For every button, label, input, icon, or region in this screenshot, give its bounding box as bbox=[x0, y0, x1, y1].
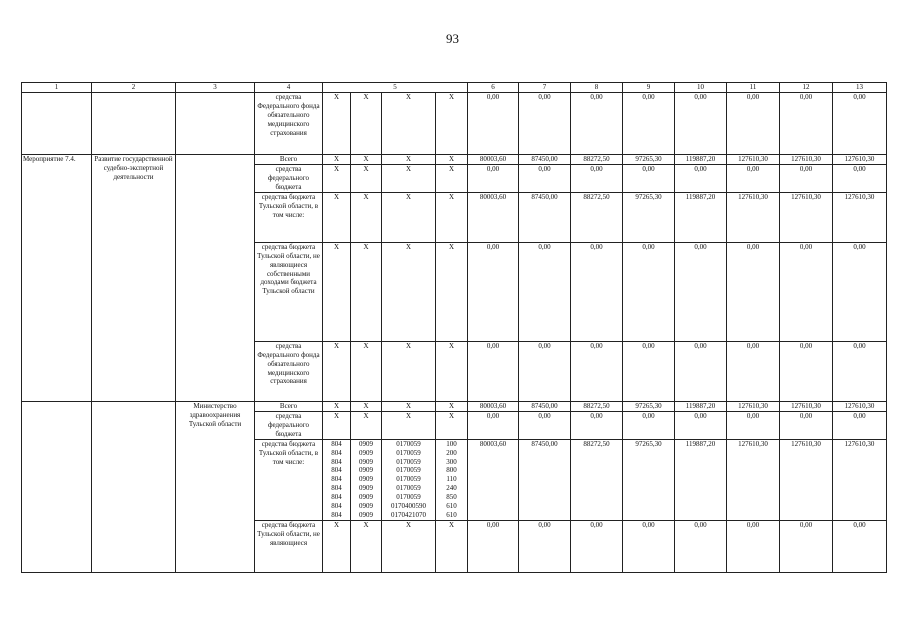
x-cell: X bbox=[436, 92, 468, 154]
value-cell: 80003,60 bbox=[468, 154, 519, 164]
value-cell: 127610,30 bbox=[780, 192, 833, 242]
header-cell: 11 bbox=[727, 83, 780, 93]
x-cell: X bbox=[323, 154, 351, 164]
table-row bbox=[22, 401, 905, 411]
x-cell: X bbox=[351, 341, 382, 401]
value-cell: 127610,30 bbox=[833, 192, 887, 242]
value-cell: 97265,30 bbox=[623, 192, 675, 242]
x-cell: X bbox=[323, 520, 351, 572]
x-cell: X bbox=[382, 154, 436, 164]
value-cell: 0,00 bbox=[675, 341, 727, 401]
value-cell: 127610,30 bbox=[727, 439, 780, 520]
x-cell: X bbox=[382, 520, 436, 572]
value-cell: 0,00 bbox=[571, 92, 623, 154]
source-cell: средства бюджета Тульской области, не являющиеся собственными доходами бюджета Тульской области bbox=[255, 242, 323, 341]
source-cell: средства бюджета Тульской области, не являющиеся bbox=[255, 520, 323, 572]
value-cell: 0,00 bbox=[468, 520, 519, 572]
budget-table bbox=[21, 82, 905, 573]
empty-cell bbox=[92, 401, 176, 572]
value-cell: 0,00 bbox=[833, 164, 887, 192]
header-cell: 2 bbox=[92, 83, 176, 93]
value-cell: 80003,60 bbox=[468, 439, 519, 520]
value-cell: 127610,30 bbox=[780, 439, 833, 520]
page-number: 93 bbox=[446, 31, 459, 46]
value-cell: 0,00 bbox=[468, 411, 519, 439]
value-cell: 97265,30 bbox=[623, 439, 675, 520]
value-cell: 0,00 bbox=[623, 92, 675, 154]
value-cell: 127610,30 bbox=[727, 192, 780, 242]
source-cell: средства федерального бюджета bbox=[255, 164, 323, 192]
header-row bbox=[22, 83, 905, 93]
source-cell: средства бюджета Тульской области, в том числе: bbox=[255, 439, 323, 520]
value-cell: 80003,60 bbox=[468, 192, 519, 242]
executor-cell: Министерство здравоохранения Тульской области bbox=[176, 401, 255, 572]
header-cell: 6 bbox=[468, 83, 519, 93]
value-cell: 0,00 bbox=[571, 520, 623, 572]
x-cell: X bbox=[323, 92, 351, 154]
x-cell: X bbox=[351, 401, 382, 411]
value-cell: 87450,00 bbox=[519, 401, 571, 411]
x-cell: X bbox=[351, 411, 382, 439]
grbs-codes: 804 804 804 804 804 804 804 804 804 bbox=[323, 439, 351, 520]
header-cell: 3 bbox=[176, 83, 255, 93]
value-cell: 97265,30 bbox=[623, 154, 675, 164]
target-article-codes: 0170059 0170059 0170059 0170059 0170059 0170059 0170059 0170400590 0170421070 bbox=[382, 439, 436, 520]
x-cell: X bbox=[436, 411, 468, 439]
x-cell: X bbox=[351, 164, 382, 192]
expense-type-codes: 100 200 300 800 110 240 850 610 610 bbox=[436, 439, 468, 520]
value-cell: 0,00 bbox=[727, 164, 780, 192]
value-cell: 0,00 bbox=[833, 411, 887, 439]
value-cell: 119887,20 bbox=[675, 401, 727, 411]
x-cell: X bbox=[323, 164, 351, 192]
value-cell: 119887,20 bbox=[675, 192, 727, 242]
x-cell: X bbox=[323, 341, 351, 401]
header-cell: 9 bbox=[623, 83, 675, 93]
empty-cell bbox=[22, 401, 92, 572]
value-cell: 0,00 bbox=[571, 242, 623, 341]
value-cell: 0,00 bbox=[519, 341, 571, 401]
x-cell: X bbox=[436, 242, 468, 341]
value-cell: 0,00 bbox=[468, 341, 519, 401]
value-cell: 88272,50 bbox=[571, 439, 623, 520]
empty-cell bbox=[92, 92, 176, 154]
section-codes: 0909 0909 0909 0909 0909 0909 0909 0909 0909 bbox=[351, 439, 382, 520]
value-cell: 0,00 bbox=[571, 164, 623, 192]
x-cell: X bbox=[323, 411, 351, 439]
value-cell: 0,00 bbox=[675, 92, 727, 154]
value-cell: 127610,30 bbox=[727, 401, 780, 411]
value-cell: 0,00 bbox=[833, 242, 887, 341]
value-cell: 0,00 bbox=[468, 92, 519, 154]
value-cell: 0,00 bbox=[833, 92, 887, 154]
header-cell: 7 bbox=[519, 83, 571, 93]
value-cell: 127610,30 bbox=[780, 154, 833, 164]
value-cell: 87450,00 bbox=[519, 439, 571, 520]
value-cell: 0,00 bbox=[780, 520, 833, 572]
x-cell: X bbox=[382, 411, 436, 439]
value-cell: 0,00 bbox=[623, 520, 675, 572]
value-cell: 127610,30 bbox=[833, 401, 887, 411]
value-cell: 0,00 bbox=[623, 341, 675, 401]
x-cell: X bbox=[436, 520, 468, 572]
x-cell: X bbox=[382, 401, 436, 411]
value-cell: 127610,30 bbox=[833, 439, 887, 520]
measure-title: Развитие государственной судебно-экспертной деятельности bbox=[92, 154, 176, 401]
value-cell: 80003,60 bbox=[468, 401, 519, 411]
x-cell: X bbox=[351, 92, 382, 154]
value-cell: 0,00 bbox=[727, 92, 780, 154]
source-cell: Всего bbox=[255, 154, 323, 164]
x-cell: X bbox=[382, 242, 436, 341]
x-cell: X bbox=[436, 341, 468, 401]
header-cell: 12 bbox=[780, 83, 833, 93]
value-cell: 0,00 bbox=[727, 341, 780, 401]
value-cell: 0,00 bbox=[780, 411, 833, 439]
value-cell: 88272,50 bbox=[571, 192, 623, 242]
x-cell: X bbox=[436, 164, 468, 192]
value-cell: 0,00 bbox=[675, 411, 727, 439]
value-cell: 0,00 bbox=[468, 242, 519, 341]
value-cell: 119887,20 bbox=[675, 154, 727, 164]
x-cell: X bbox=[323, 192, 351, 242]
x-cell: X bbox=[382, 192, 436, 242]
value-cell: 97265,30 bbox=[623, 401, 675, 411]
header-cell: 13 bbox=[833, 83, 887, 93]
header-cell: 5 bbox=[323, 83, 468, 93]
value-cell: 127610,30 bbox=[727, 154, 780, 164]
x-cell: X bbox=[436, 192, 468, 242]
source-cell: Всего bbox=[255, 401, 323, 411]
value-cell: 0,00 bbox=[675, 164, 727, 192]
table-row bbox=[22, 92, 905, 154]
value-cell: 0,00 bbox=[727, 242, 780, 341]
value-cell: 0,00 bbox=[623, 164, 675, 192]
header-cell: 10 bbox=[675, 83, 727, 93]
header-cell: 4 bbox=[255, 83, 323, 93]
value-cell: 87450,00 bbox=[519, 154, 571, 164]
measure-number: Мероприятие 7.4. bbox=[22, 154, 92, 401]
value-cell: 0,00 bbox=[780, 341, 833, 401]
source-cell: средства Федерального фонда обязательного медицинского страхования bbox=[255, 92, 323, 154]
source-cell: средства бюджета Тульской области, в том числе: bbox=[255, 192, 323, 242]
x-cell: X bbox=[351, 154, 382, 164]
value-cell: 88272,50 bbox=[571, 154, 623, 164]
value-cell: 0,00 bbox=[623, 411, 675, 439]
value-cell: 0,00 bbox=[468, 164, 519, 192]
value-cell: 0,00 bbox=[727, 411, 780, 439]
table-row bbox=[22, 154, 905, 164]
value-cell: 0,00 bbox=[780, 242, 833, 341]
x-cell: X bbox=[436, 401, 468, 411]
x-cell: X bbox=[351, 192, 382, 242]
x-cell: X bbox=[382, 341, 436, 401]
value-cell: 0,00 bbox=[675, 242, 727, 341]
source-cell: средства Федерального фонда обязательного медицинского страхования bbox=[255, 341, 323, 401]
empty-cell bbox=[176, 154, 255, 401]
value-cell: 0,00 bbox=[780, 92, 833, 154]
x-cell: X bbox=[323, 401, 351, 411]
source-cell: средства федерального бюджета bbox=[255, 411, 323, 439]
value-cell: 119887,20 bbox=[675, 439, 727, 520]
value-cell: 0,00 bbox=[833, 341, 887, 401]
value-cell: 0,00 bbox=[519, 242, 571, 341]
header-cell: 1 bbox=[22, 83, 92, 93]
x-cell: X bbox=[382, 164, 436, 192]
value-cell: 0,00 bbox=[727, 520, 780, 572]
x-cell: X bbox=[382, 92, 436, 154]
value-cell: 0,00 bbox=[571, 411, 623, 439]
value-cell: 0,00 bbox=[519, 411, 571, 439]
x-cell: X bbox=[351, 242, 382, 341]
value-cell: 127610,30 bbox=[833, 154, 887, 164]
value-cell: 0,00 bbox=[623, 242, 675, 341]
header-cell: 8 bbox=[571, 83, 623, 93]
value-cell: 0,00 bbox=[675, 520, 727, 572]
value-cell: 0,00 bbox=[519, 164, 571, 192]
value-cell: 0,00 bbox=[519, 520, 571, 572]
x-cell: X bbox=[351, 520, 382, 572]
value-cell: 127610,30 bbox=[780, 401, 833, 411]
value-cell: 0,00 bbox=[571, 341, 623, 401]
x-cell: X bbox=[436, 154, 468, 164]
x-cell: X bbox=[323, 242, 351, 341]
empty-cell bbox=[22, 92, 92, 154]
value-cell: 0,00 bbox=[780, 164, 833, 192]
value-cell: 88272,50 bbox=[571, 401, 623, 411]
value-cell: 0,00 bbox=[833, 520, 887, 572]
value-cell: 87450,00 bbox=[519, 192, 571, 242]
value-cell: 0,00 bbox=[519, 92, 571, 154]
empty-cell bbox=[176, 92, 255, 154]
